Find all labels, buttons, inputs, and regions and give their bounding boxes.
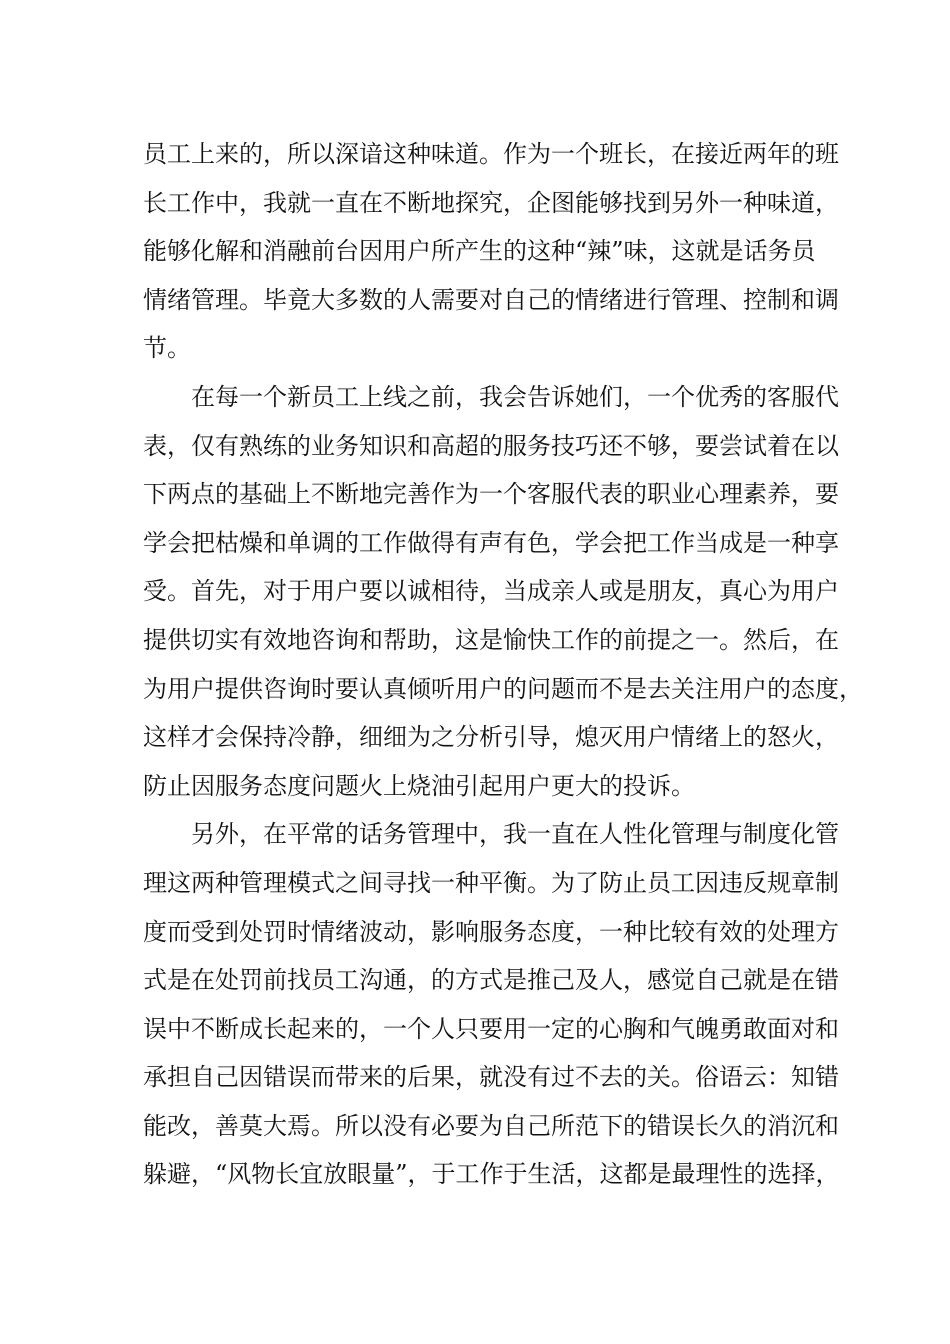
- text-line: 情绪管理。毕竟大多数的人需要对自己的情绪进行管理、控制和调: [143, 285, 839, 314]
- text-line: 下两点的基础上不断地完善作为一个客服代表的职业心理素养，要: [143, 480, 839, 509]
- paragraph-start-line: 在每一个新员工上线之前，我会告诉她们，一个优秀的客服代: [191, 382, 839, 411]
- text-line: 受。首先，对于用户要以诚相待，当成亲人或是朋友，真心为用户: [143, 577, 839, 606]
- text-line: 误中不断成长起来的，一个人只要用一定的心胸和气魄勇敢面对和: [143, 1014, 839, 1043]
- text-line: 学会把枯燥和单调的工作做得有声有色，学会把工作当成是一种享: [143, 528, 839, 557]
- text-line: 防止因服务态度问题火上烧油引起用户更大的投诉。: [143, 771, 695, 800]
- text-line: 节。: [143, 334, 191, 363]
- body-text: [143, 130, 863, 1199]
- text-line: 这样才会保持冷静，细细为之分析引导，熄灭用户情绪上的怒火，: [143, 723, 839, 752]
- text-line: 躲避，“风物长宜放眼量”，于工作于生活，这都是最理性的选择，: [143, 1160, 840, 1189]
- text-line: 提供切实有效地咨询和帮助，这是愉快工作的前提之一。然后，在: [143, 625, 839, 654]
- text-line: 承担自己因错误而带来的后果，就没有过不去的关。俗语云：知错: [143, 1063, 839, 1092]
- text-line: 表，仅有熟练的业务知识和高超的服务技巧还不够，要尝试着在以: [143, 431, 839, 460]
- text-line: 度而受到处罚时情绪波动，影响服务态度，一种比较有效的处理方: [143, 917, 839, 946]
- text-line: 能改，善莫大焉。所以没有必要为自己所范下的错误长久的消沉和: [143, 1111, 839, 1140]
- text-line: 为用户提供咨询时要认真倾听用户的问题而不是去关注用户的态度，: [143, 674, 863, 703]
- text-line: 长工作中，我就一直在不断地探究，企图能够找到另外一种味道，: [143, 188, 839, 217]
- text-line: 员工上来的，所以深谙这种味道。作为一个班长，在接近两年的班: [143, 140, 839, 168]
- text-line: 理这两种管理模式之间寻找一种平衡。为了防止员工因违反规章制: [143, 868, 839, 897]
- text-line: 能够化解和消融前台因用户所产生的这种“辣”味，这就是话务员: [143, 237, 816, 266]
- text-line: 式是在处罚前找员工沟通，的方式是推己及人，感觉自己就是在错: [143, 966, 839, 995]
- paragraph-start-line: 另外，在平常的话务管理中，我一直在人性化管理与制度化管: [191, 820, 839, 849]
